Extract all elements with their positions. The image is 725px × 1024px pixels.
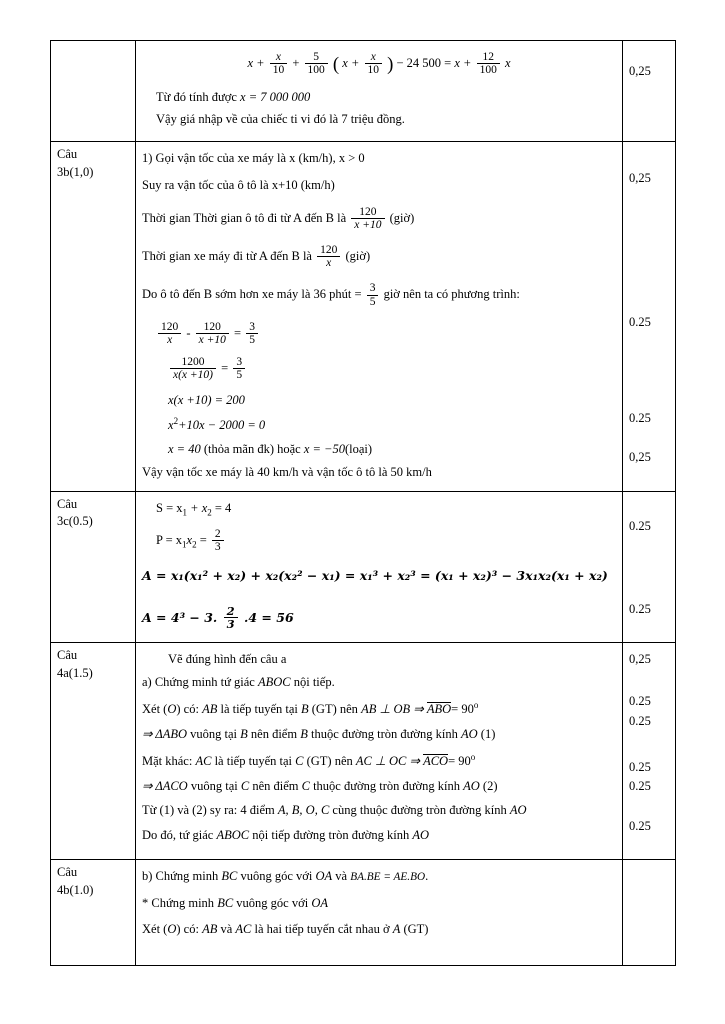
line-figure: Vẽ đúng hình đến câu a bbox=[168, 652, 287, 667]
table-row bbox=[51, 643, 676, 859]
row-label-cau-4a: Câu 4a(1.5) bbox=[51, 643, 136, 859]
line-proof-4: ⇒ ΔACO vuông tại C nên điểm C thuộc đường tròn đường kính AO (2) bbox=[142, 778, 498, 793]
fraction: $\frac{x}{10}$ bbox=[365, 51, 383, 76]
line-2: Suy ra vận tốc của ô tô là x+10 (km/h) bbox=[142, 177, 335, 192]
row-label-cau-4b: Câu 4b(1.0) bbox=[51, 859, 136, 965]
fraction: $\frac{120}{x}$ bbox=[158, 321, 181, 346]
row-body-cau-4a bbox=[136, 643, 623, 859]
fraction: $\frac{120}{x}$ bbox=[317, 244, 340, 269]
row-body-cau-4b bbox=[136, 859, 623, 965]
line-P: $P = x_1x_2$ = $\frac{2}{3}$ bbox=[142, 528, 616, 553]
line-proof-conclusion: Do đó, tứ giác ABOC nội tiếp đường tròn đường kính AO bbox=[142, 828, 430, 843]
line-conclusion: Vậy vận tốc xe máy là 40 km/h và vận tốc ô tô là 50 km/h bbox=[142, 464, 432, 479]
line-S: $S = x_1 + x_2 = 4$ bbox=[156, 500, 232, 518]
row-label-cell bbox=[51, 41, 136, 142]
line-5: Do ô tô đến B sớm hơn xe máy là 36 phút = $\frac{3}{5}$ giờ nên ta có phương trình: bbox=[142, 282, 520, 308]
table-row bbox=[51, 142, 676, 492]
line-b-statement: b) Chứng minh BC vuông góc với OA và BA.BE = AE.BO. bbox=[142, 868, 429, 883]
line-A-expansion: A = x₁(x₁² + x₂) + x₂(x₂² − x₁) = x₁³ + x₂³ = (x₁ + x₂)³ − 3x₁x₂(x₁ + x₂) bbox=[142, 568, 608, 584]
equation-main: x + $\frac{x}{10}$ + $\frac{5}{100}$ ( x + $\frac{x}{10}$ ) − 24 500 = x + $\frac{12}{100}$ x bbox=[247, 51, 511, 77]
fraction: $\frac{3}{5}$ bbox=[246, 321, 258, 346]
fraction: $\frac{120}{x +10}$ bbox=[196, 321, 229, 346]
table-row bbox=[51, 859, 676, 965]
angle-notation: ACO bbox=[423, 753, 449, 768]
line-3: Thời gian Thời gian ô tô đi từ A đến B là $\frac{120}{x +10}$ (giờ) bbox=[142, 205, 415, 231]
row-body-cau-3b bbox=[136, 142, 623, 492]
fraction: $\frac{3}{5}$ bbox=[367, 282, 379, 307]
row-score-cau-3c: 0.25 0.25 bbox=[623, 491, 676, 643]
row-body-cell bbox=[136, 41, 623, 142]
row-score-cell: 0,25 bbox=[623, 41, 676, 142]
line-result: Từ đó tính được x = 7 000 000 bbox=[156, 89, 311, 104]
line-A-value: A = 4³ − 3. $\frac{2}{3}$ .4 = 56 bbox=[142, 604, 294, 632]
equation-5: x = 40 (thỏa mãn đk) hoặc x = −50(loại) bbox=[168, 442, 373, 457]
row-body-cau-3c bbox=[136, 491, 623, 643]
table-row bbox=[51, 491, 676, 643]
line-b-proof-1: Xét (O) có: AB và AC là hai tiếp tuyến cắt nhau ở A (GT) bbox=[142, 922, 429, 937]
row-score-cau-4a: 0,25 0.25 0.25 0.25 0.25 0.25 bbox=[623, 643, 676, 859]
fraction: $\frac{2}{3}$ bbox=[224, 605, 238, 630]
line-proof-1: Xét (O) có: AB là tiếp tuyến tại B (GT) nên AB ⊥ OB ⇒ $ABO= 90^o$ bbox=[142, 699, 479, 717]
fraction: $\frac{2}{3}$ bbox=[212, 528, 224, 553]
equation-4: $x^2+10x - 2000 = 0$ bbox=[168, 416, 266, 433]
line-proof-3: Mặt khác: AC là tiếp tuyến tại C (GT) nên AC ⊥ OC ⇒ $ACO= 90^o$ bbox=[142, 751, 476, 768]
row-score-cau-3b: 0,25 0.25 0.25 0,25 bbox=[623, 142, 676, 492]
line-conclusion: Vậy giá nhập về của chiếc ti vi đó là 7 triệu đồng. bbox=[156, 112, 405, 127]
angle-notation: ABO bbox=[426, 702, 452, 717]
row-score-cau-4b bbox=[623, 859, 676, 965]
line-1: 1) Gọi vận tốc của xe máy là x (km/h), x > 0 bbox=[142, 151, 365, 166]
equation-3: x(x +10) = 200 bbox=[168, 392, 245, 407]
line-b-sub: * Chứng minh BC vuông góc với OA bbox=[142, 895, 328, 910]
line-4: Thời gian xe máy đi từ A đến B là $\frac{120}{x}$ (giờ) bbox=[142, 244, 371, 270]
row-label-cau-3c: Câu 3c(0.5) bbox=[51, 491, 136, 643]
line-proof-2: ⇒ ΔABO vuông tại B nên điểm B thuộc đường tròn đường kính AO (1) bbox=[142, 726, 496, 741]
equation-1: $\frac{120}{x}$ - $\frac{120}{x +10}$ = $\frac{3}{5}$ bbox=[142, 321, 616, 346]
fraction: $\frac{3}{5}$ bbox=[233, 356, 245, 381]
row-label-cau-3b: Câu 3b(1,0) bbox=[51, 142, 136, 492]
fraction: $\frac{12}{100}$ bbox=[477, 51, 500, 76]
fraction: $\frac{120}{x +10}$ bbox=[351, 206, 384, 231]
fraction: $\frac{1200}{x(x +10)}$ bbox=[170, 356, 216, 381]
fraction: $\frac{x}{10}$ bbox=[270, 51, 288, 76]
table-row bbox=[51, 41, 676, 142]
equation-2: $\frac{1200}{x(x +10)}$ = $\frac{3}{5}$ bbox=[142, 356, 616, 381]
line-a-statement: a) Chứng minh tứ giác ABOC nội tiếp. bbox=[142, 675, 335, 690]
line-proof-5: Từ (1) và (2) sy ra: 4 điểm A, B, O, C cùng thuộc đường tròn đường kính AO bbox=[142, 803, 527, 818]
fraction: $\frac{5}{100}$ bbox=[305, 51, 328, 76]
grading-table bbox=[50, 40, 676, 966]
